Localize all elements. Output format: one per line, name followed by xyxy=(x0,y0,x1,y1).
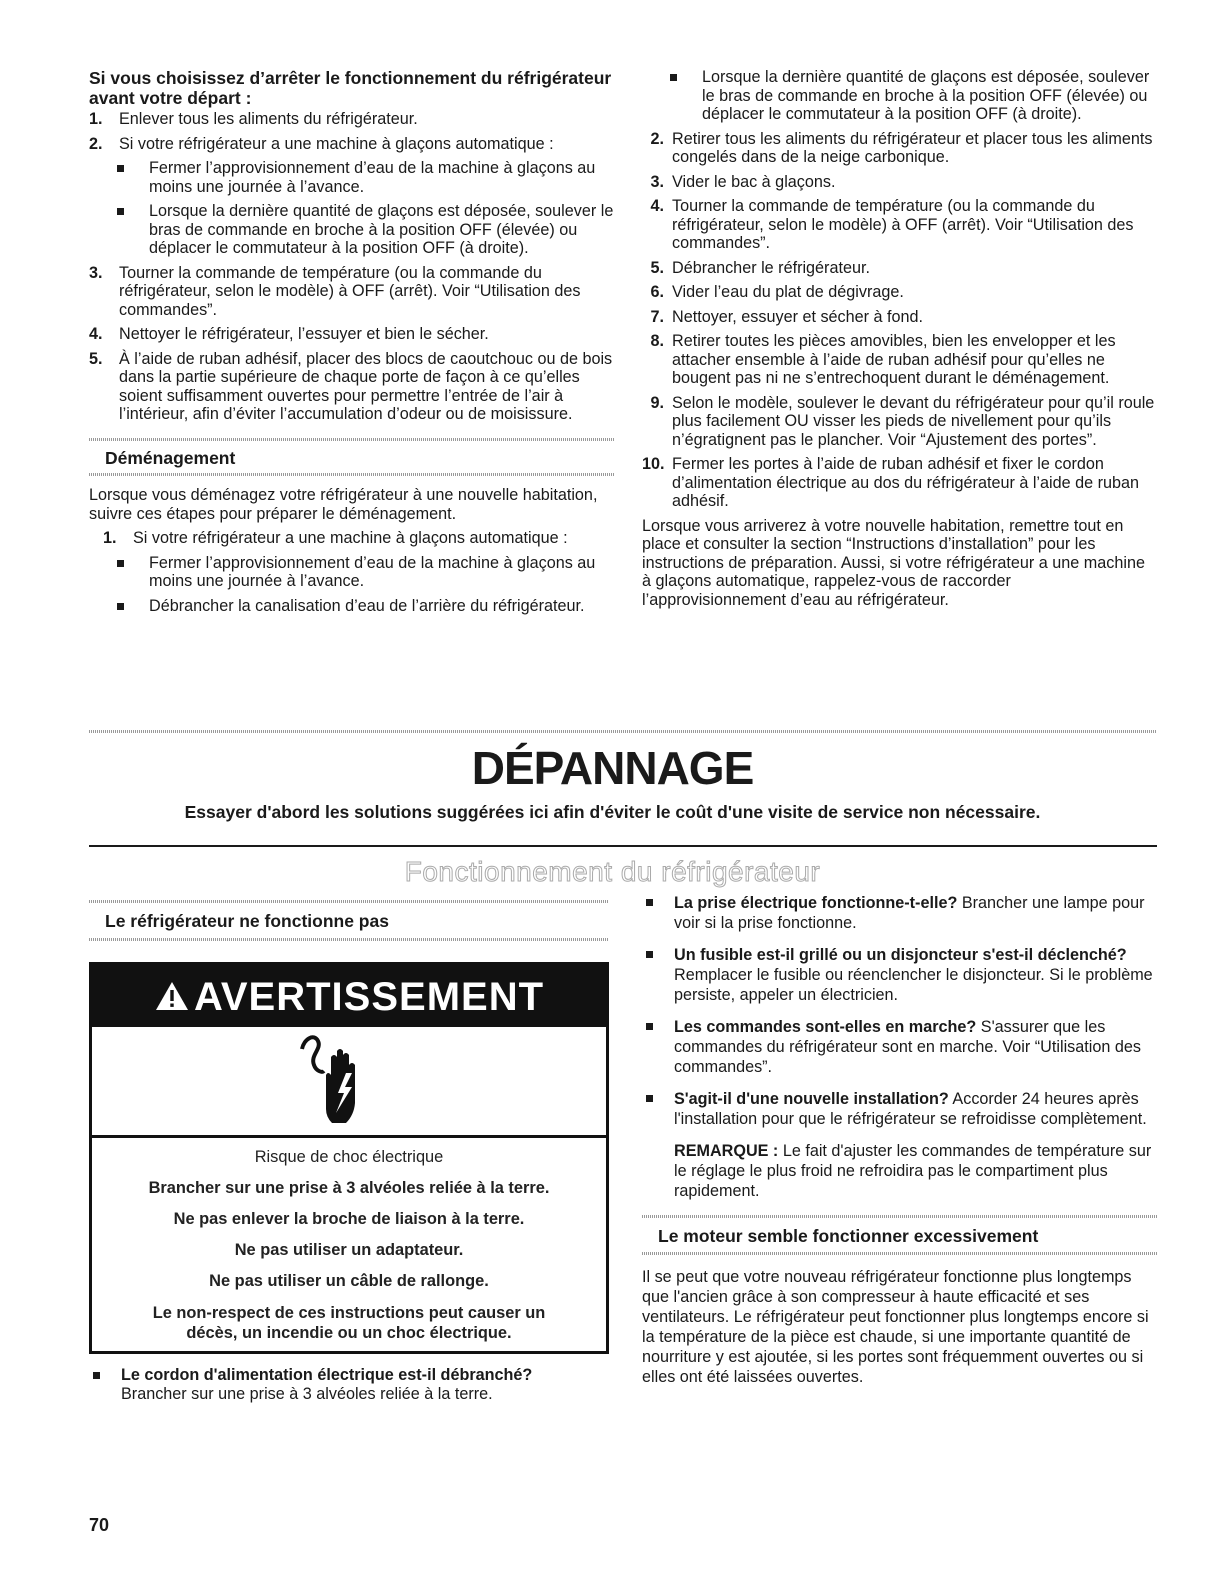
bullet-icon xyxy=(117,208,124,215)
page-subtitle: Essayer d'abord les solutions suggérées ici afin d'éviter le coût d'une visite de service non nécessaire. xyxy=(184,802,1041,822)
right-column-bottom xyxy=(642,893,1157,1393)
warning-line: Ne pas enlever la broche de liaison à la terre. xyxy=(173,1210,525,1228)
paragraph: Lorsque vous déménagez votre réfrigérateur à une nouvelle habitation, suivre ces étapes pour préparer le déménagement. xyxy=(89,486,598,523)
divider xyxy=(642,1252,1157,1255)
list-item: 7. Nettoyer, essuyer et sécher à fond. xyxy=(650,307,924,326)
bullet-icon xyxy=(93,1372,100,1379)
list-item: 2. Si votre réfrigérateur a une machine à glaçons automatique : xyxy=(89,134,554,153)
warning-line: Ne pas utiliser un adaptateur. xyxy=(234,1241,464,1259)
list-item: 1. Enlever tous les aliments du réfrigérateur. xyxy=(89,110,418,128)
section-title: Déménagement xyxy=(105,447,236,468)
warning-triangle-icon xyxy=(154,980,190,1012)
paragraph: Il se peut que votre nouveau réfrigérateur fonctionne plus longtemps que l'ancien grâce à son compresseur à haute efficacité et ses ventilateurs. Le réfrigérateur peut fonctionner plus longtemps encore si la température de la pièce est chaude, si une importante quantité de nourriture y est ajoutée, si les portes sont fréquemment ouvertes ou si elles ont été laissées ouvertes. xyxy=(642,1268,1149,1386)
list-item: 1. Si votre réfrigérateur a une machine à glaçons automatique : xyxy=(103,529,568,547)
list-item: 5. Débrancher le réfrigérateur. xyxy=(650,258,870,277)
bullet-list xyxy=(89,159,614,258)
list-item: Un fusible est-il grillé ou un disjoncteur s'est-il déclenché? Remplacer le fusible ou réenclencher le disjoncteur. Si le problème persiste, appeler un électricien. xyxy=(642,945,1157,1005)
list-item: Fermer l’approvisionnement d’eau de la machine à glaçons au moins une journée à l’avance. xyxy=(89,554,614,591)
list-item: Les commandes sont-elles en marche? S'assurer que les commandes du réfrigérateur sont en marche. Voir “Utilisation des commandes”. xyxy=(642,1017,1157,1077)
warning-text xyxy=(92,1138,606,1343)
numbered-list xyxy=(89,110,614,153)
bullet-icon xyxy=(117,165,124,172)
list-item: Lorsque la dernière quantité de glaçons est déposée, soulever le bras de commande en broche à la position OFF (élevée) ou déplacer le commutateur à la position OFF (à droite). xyxy=(89,202,614,258)
page-number: 70 xyxy=(89,1515,110,1535)
divider xyxy=(89,938,609,941)
divider xyxy=(89,473,614,476)
paragraph: Lorsque vous arriverez à votre nouvelle habitation, remettre tout en place et consulter la section “Instructions d’installation” pour les instructions de préparation. Aussi, si votre réfrigérateur a une machine à glaçons automatique, rappelez-vous de raccorder l’approvisionnement d’eau au réfrigérateur. xyxy=(642,516,1145,609)
list-item: Lorsque la dernière quantité de glaçons est déposée, soulever le bras de commande en broche à la position OFF (élevée) ou déplacer le commutateur à la position OFF (à droite). xyxy=(642,68,1157,124)
electric-shock-icon xyxy=(294,1031,384,1131)
right-column-top xyxy=(642,68,1157,615)
list-item: 5. À l’aide de ruban adhésif, placer des blocs de caoutchouc ou de bois dans la partie supérieure de chaque porte de façon à ce qu’elles soient suffisamment ouvertes pour permettre l’entrée de l’air à l’intérieur, afin d’éviter l’accumulation d’odeur ou de moisissure. xyxy=(89,349,613,423)
list-item: 3. Tourner la commande de température (ou la commande du réfrigérateur, selon le modèle) à OFF (arrêt). Voir “Utilisation des commandes”. xyxy=(89,263,581,319)
warning-line: Risque de choc électrique xyxy=(254,1148,444,1166)
list-item: 6. Vider l’eau du plat de dégivrage. xyxy=(650,283,904,301)
warning-header: AVERTISSEMENT xyxy=(92,965,606,1027)
list-item: 4. Tourner la commande de température (ou la commande du réfrigérateur, selon le modèle) à OFF (arrêt). Voir “Utilisation des commandes”. xyxy=(650,197,1134,252)
shock-icon-panel xyxy=(92,1027,606,1138)
warning-box xyxy=(89,962,609,1354)
list-item: Le cordon d'alimentation électrique est-il débranché? Brancher sur une prise à 3 alvéoles reliée à la terre. xyxy=(89,1366,609,1416)
bullet-icon xyxy=(670,74,677,81)
bullet-icon xyxy=(117,560,124,567)
list-item: 8. Retirer toutes les pièces amovibles, bien les envelopper et les attacher ensemble à l’aide de ruban adhésif pour qu’elles ne bougent pas ni ne s’entrechoquent durant le déménagement. xyxy=(650,332,1116,387)
warning-line: Brancher sur une prise à 3 alvéoles reliée à la terre. xyxy=(148,1179,550,1197)
section-heading: Fonctionnement du réfrigérateur xyxy=(404,856,821,887)
bullet-icon xyxy=(646,1023,653,1030)
note: REMARQUE : Le fait d'ajuster les commandes de température sur le réglage le plus froid ne refroidira pas le compartiment plus rapidement. xyxy=(674,1142,1152,1200)
left-column-top xyxy=(89,68,614,621)
divider xyxy=(89,730,1157,733)
list-item: Fermer l’approvisionnement d’eau de la machine à glaçons au moins une journée à l’avance. xyxy=(89,159,614,196)
list-item: 10. Fermer les portes à l’aide de ruban adhésif et fixer le cordon d’alimentation électrique au dos du réfrigérateur à l’aide de ruban adhésif. xyxy=(642,455,1140,510)
section-title: Le moteur semble fonctionner excessivement xyxy=(658,1226,1039,1246)
section-heading: Si vous choisissez d’arrêter le fonctionnement du réfrigérateur avant votre départ : xyxy=(89,68,612,108)
page-title: DÉPANNAGE xyxy=(471,742,754,794)
rule xyxy=(89,845,1157,847)
section-title: Le réfrigérateur ne fonctionne pas xyxy=(105,911,389,931)
numbered-list xyxy=(642,130,1157,511)
list-item: 9. Selon le modèle, soulever le devant du réfrigérateur pour qu’il roule plus facilement OU visser les pieds de nivellement pour qu’ils n’égratignent pas le plancher. Voir “Ajustement des portes”. xyxy=(650,393,1155,449)
subsection-left xyxy=(89,900,609,941)
bullet-list xyxy=(89,554,614,616)
bullet-icon xyxy=(646,899,653,906)
warning-line: Ne pas utiliser un câble de rallonge. xyxy=(209,1272,489,1290)
list-item: 2. Retirer tous les aliments du réfrigérateur et placer tous les aliments congelés dans de la neige carbonique. xyxy=(650,129,1153,166)
list-item: La prise électrique fonctionne-t-elle? Brancher une lampe pour voir si la prise fonctionne. xyxy=(642,893,1157,933)
numbered-list xyxy=(89,264,614,424)
bullet-icon xyxy=(117,603,124,610)
warning-line: Le non-respect de ces instructions peut causer un décès, un incendie ou un choc électrique. xyxy=(152,1304,546,1342)
bullet-icon xyxy=(646,951,653,958)
list-item: S'agit-il d'une nouvelle installation? Accorder 24 heures après l'installation pour que le réfrigérateur se refroidisse complètement. xyxy=(642,1089,1157,1129)
list-item: 3. Vider le bac à glaçons. xyxy=(650,172,836,191)
list-item: Débrancher la canalisation d’eau de l’arrière du réfrigérateur. xyxy=(89,597,614,616)
list-item: 4. Nettoyer le réfrigérateur, l’essuyer et bien le sécher. xyxy=(89,325,489,343)
bullet-icon xyxy=(646,1095,653,1102)
